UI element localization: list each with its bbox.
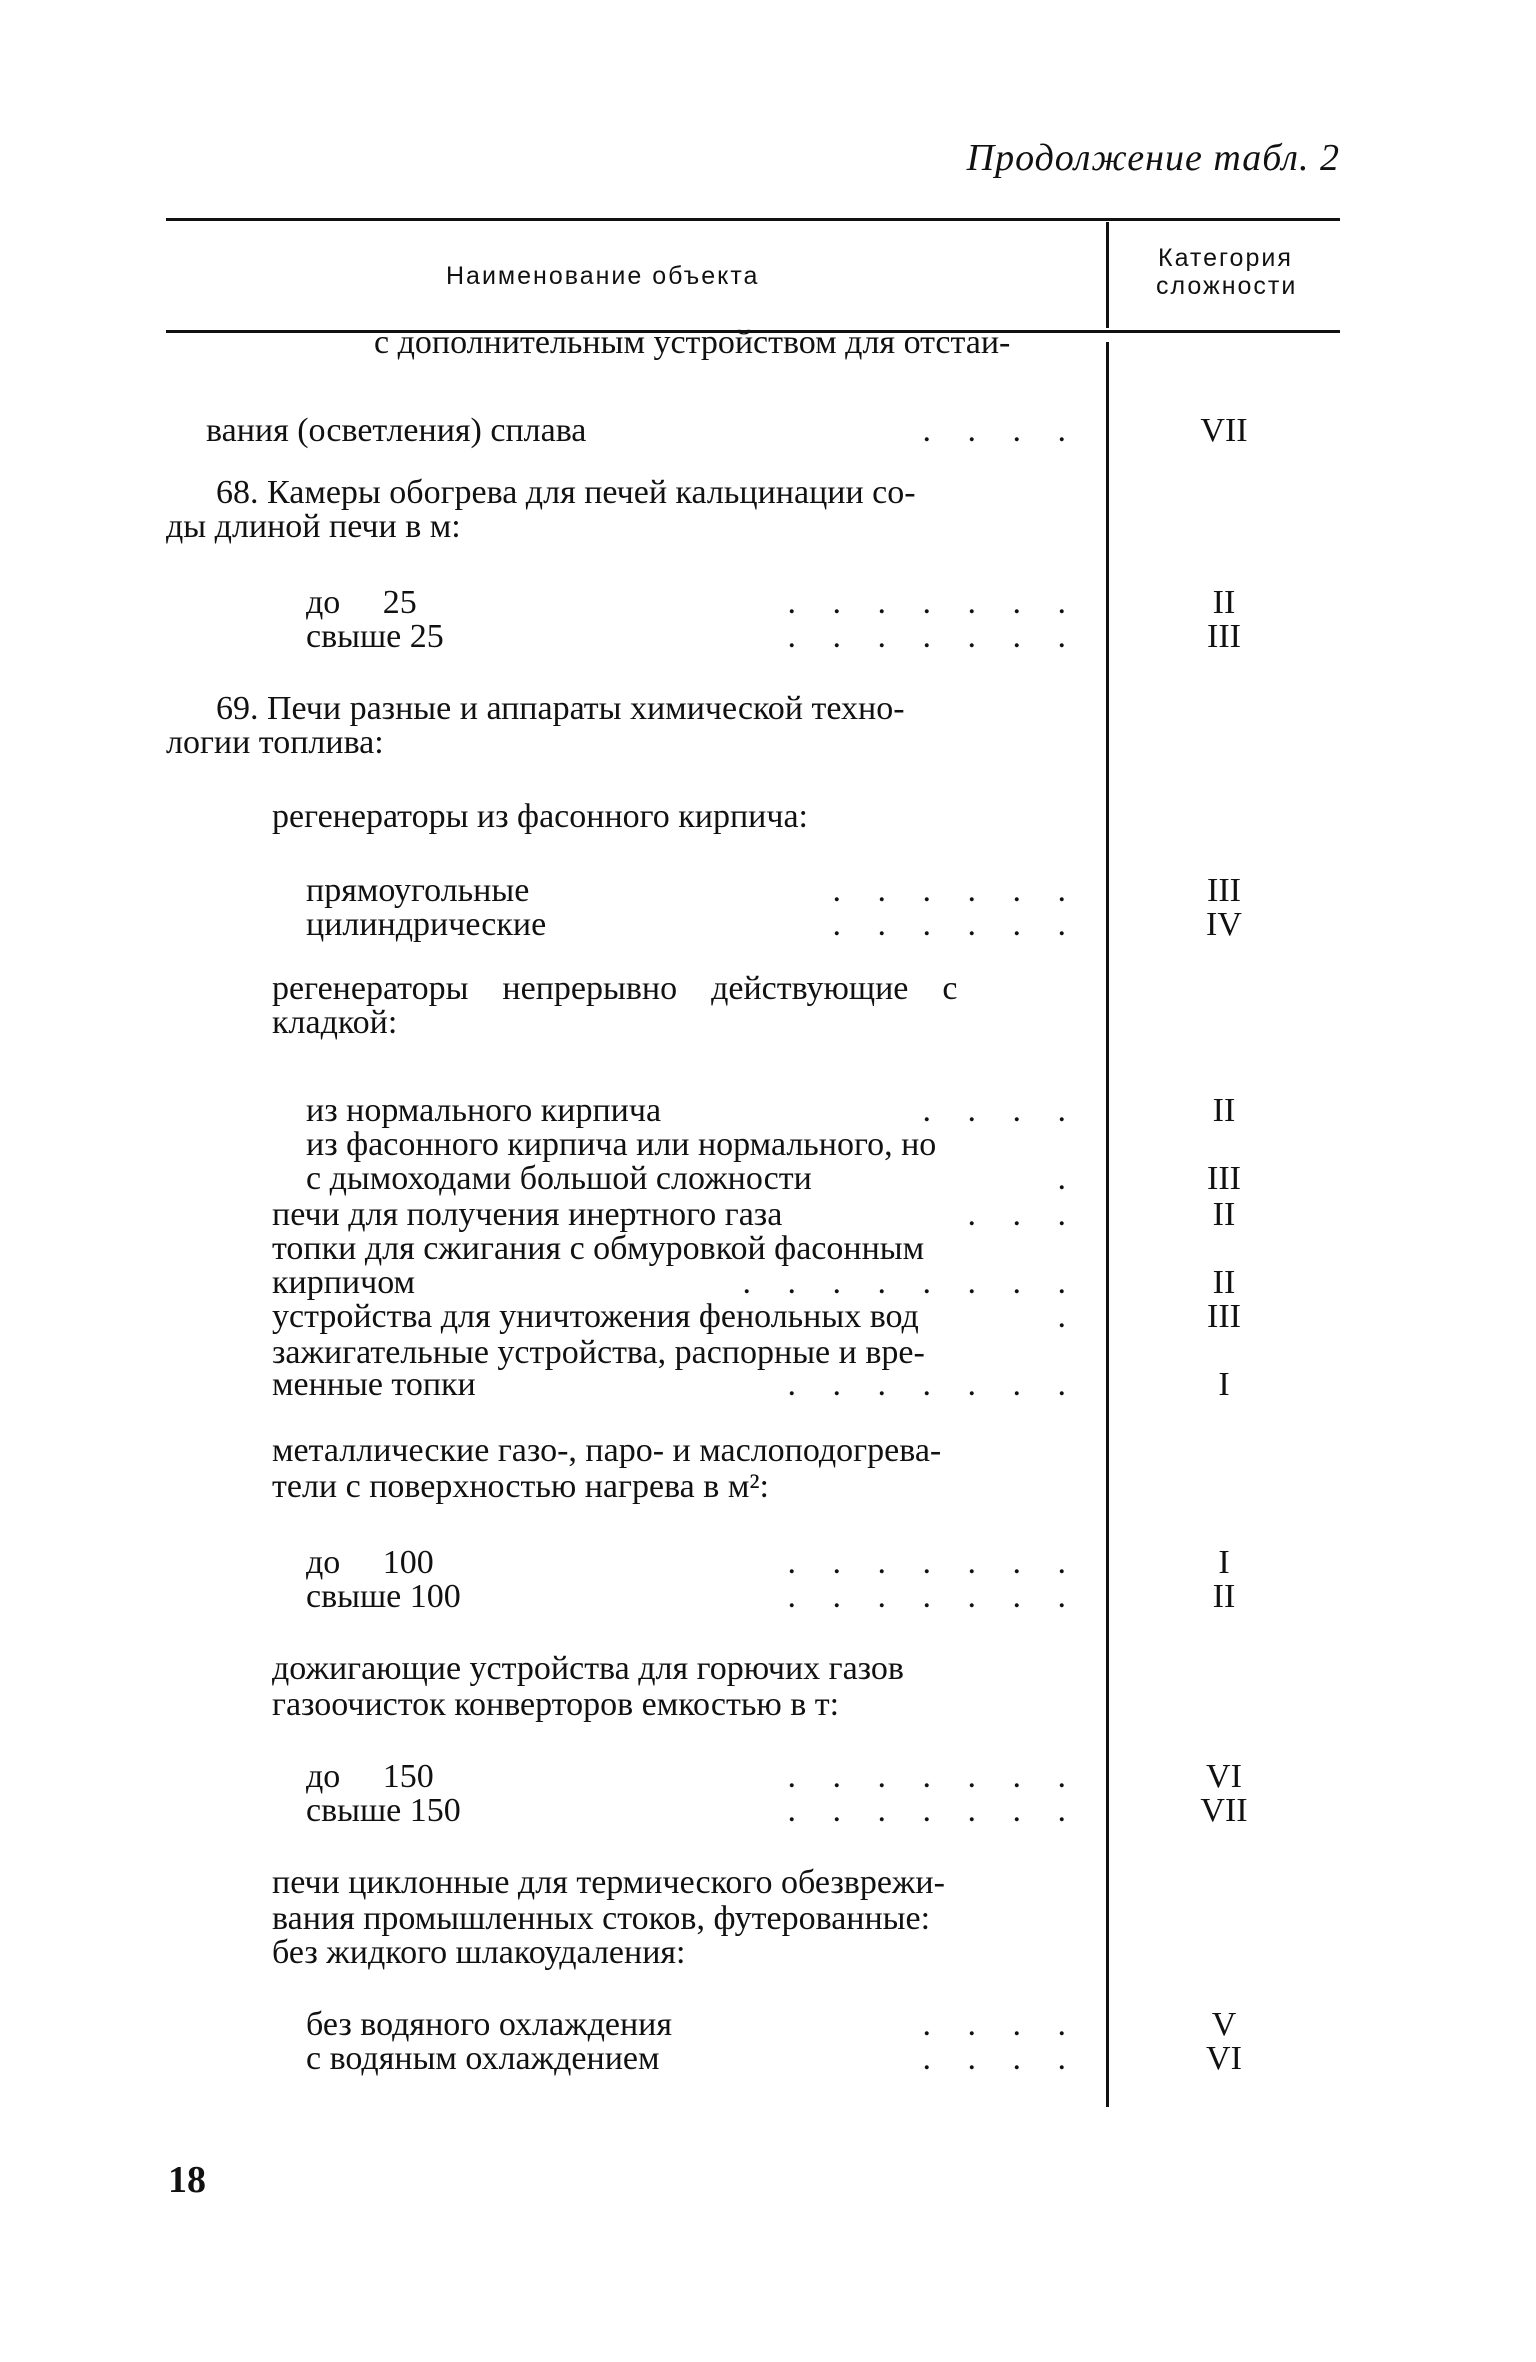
dot-leader: .	[1057, 1298, 1080, 1335]
row-text: из нормального кирпича	[306, 1092, 662, 1129]
row-text: металлические газо-, паро- и маслоподогрева-	[272, 1432, 942, 1469]
table-row	[306, 1544, 434, 1582]
header-category-line2: сложности	[1156, 272, 1298, 300]
table-row	[216, 690, 905, 728]
table-row	[272, 1432, 941, 1470]
row-text: с водяным охлаждением	[306, 2040, 660, 2077]
row-text: вания (осветления) сплава	[206, 412, 587, 449]
row-text: прямоугольные	[306, 872, 530, 909]
row-text: цилиндрические	[306, 906, 547, 943]
dot-leader: .	[1057, 1160, 1080, 1197]
page-number: 18	[168, 2159, 206, 2201]
row-text: из фасонного кирпича или нормального, но	[306, 1126, 937, 1163]
row-text: дожигающие устройства для горючих газов	[272, 1650, 904, 1687]
table-row	[306, 2006, 672, 2044]
row-text: зажигательные устройства, распорные и вре-	[272, 1334, 925, 1371]
category-value: I	[1218, 1544, 1230, 1581]
row-text: без жидкого шлакоудаления:	[272, 1934, 686, 1971]
row-text: 69. Печи разные и аппараты химической техно-	[216, 690, 905, 727]
table-row	[216, 474, 916, 512]
table-row	[306, 2040, 660, 2078]
row-text: печи для получения инертного газа	[272, 1196, 783, 1233]
category-value: VII	[1200, 1792, 1248, 1829]
dot-leader: . . . . . . .	[787, 1792, 1080, 1829]
dot-leader: . . . . . . .	[787, 1578, 1080, 1615]
dot-leader: . . . . . .	[832, 906, 1080, 943]
table-row	[272, 1196, 782, 1234]
row-text: ды длиной печи в м:	[166, 508, 461, 545]
table-row	[306, 1758, 434, 1796]
category-value: VI	[1206, 1758, 1242, 1795]
row-text: кирпичом	[272, 1264, 416, 1301]
category-value: II	[1212, 1092, 1236, 1129]
table-top-rule	[166, 218, 1340, 221]
category-value: II	[1212, 1196, 1236, 1233]
category-value: III	[1207, 1160, 1241, 1197]
row-text: печи циклонные для термического обезврежи-	[272, 1864, 945, 1901]
table-row	[272, 1230, 924, 1268]
dot-leader: . . . . . . .	[787, 1544, 1080, 1581]
table-row	[272, 1468, 769, 1506]
dot-leader: . . . . . . .	[787, 584, 1080, 621]
dot-leader: . . .	[967, 1196, 1080, 1233]
table-row	[272, 1366, 476, 1404]
category-value: III	[1207, 1298, 1241, 1335]
row-text: кладкой:	[272, 1004, 398, 1041]
row-text: до 150	[306, 1758, 434, 1795]
row-text: до 100	[306, 1544, 434, 1581]
row-text: регенераторы непрерывно действующие с	[272, 970, 958, 1007]
table-row	[306, 618, 444, 656]
dot-leader: . . . .	[922, 2006, 1080, 2043]
row-text: вания промышленных стоков, футерованные:	[272, 1900, 931, 1937]
dot-leader: . . . . . . .	[787, 1366, 1080, 1403]
dot-leader: . . . .	[922, 1092, 1080, 1129]
category-value: VII	[1200, 412, 1248, 449]
table-row	[272, 1264, 415, 1302]
table-row	[306, 1792, 461, 1830]
category-value: V	[1211, 2006, 1237, 2043]
table-row	[272, 1298, 919, 1336]
row-text: газоочисток конверторов емкостью в т:	[272, 1686, 840, 1723]
table-row	[166, 508, 461, 546]
dot-leader: . . . . . . .	[787, 1758, 1080, 1795]
category-value: III	[1207, 618, 1241, 655]
row-text: с дымоходами большой сложности	[306, 1160, 812, 1197]
table-row	[272, 798, 808, 836]
continuation-label: Продолжение табл. 2	[966, 137, 1340, 179]
row-text: устройства для уничтожения фенольных вод	[272, 1298, 919, 1335]
table-row	[272, 1900, 930, 1938]
category-value: II	[1212, 1264, 1236, 1301]
table-row	[206, 412, 586, 450]
row-text: логии топлива:	[166, 724, 384, 761]
row-text: без водяного охлаждения	[306, 2006, 672, 2043]
header-object-name: Наименование объекта	[446, 262, 760, 290]
row-text: до 25	[306, 584, 417, 621]
table-row	[272, 970, 957, 1008]
row-text: менные топки	[272, 1366, 476, 1403]
table-row	[272, 1004, 397, 1042]
category-value: I	[1218, 1366, 1230, 1403]
table-row	[272, 1686, 839, 1724]
row-text: 68. Камеры обогрева для печей кальцинации со-	[216, 474, 916, 511]
category-value: VI	[1206, 2040, 1242, 2077]
table-row	[374, 324, 1010, 362]
row-text: регенераторы из фасонного кирпича:	[272, 798, 808, 835]
header-column-divider	[1106, 222, 1109, 328]
row-text: свыше 25	[306, 618, 444, 655]
category-value: III	[1207, 872, 1241, 909]
row-text: с дополнительным устройством для отстаи-	[374, 324, 1011, 361]
table-row	[272, 1934, 685, 1972]
dot-leader: . . . . . . .	[787, 618, 1080, 655]
table-row	[306, 906, 546, 944]
category-value: IV	[1206, 906, 1242, 943]
row-text: тели с поверхностью нагрева в м²:	[272, 1468, 769, 1505]
category-value: II	[1212, 1578, 1236, 1615]
dot-leader: . . . . . . . .	[742, 1264, 1080, 1301]
table-row	[306, 1126, 936, 1164]
row-text: свыше 150	[306, 1792, 461, 1829]
category-value: II	[1212, 584, 1236, 621]
row-text: топки для сжигания с обмуровкой фасонным	[272, 1230, 925, 1267]
table-row	[306, 1092, 661, 1130]
table-row	[166, 724, 384, 762]
row-text: свыше 100	[306, 1578, 461, 1615]
dot-leader: . . . .	[922, 2040, 1080, 2077]
table-row	[272, 1864, 945, 1902]
dot-leader: . . . .	[922, 412, 1080, 449]
table-row	[306, 1160, 812, 1198]
table-row	[306, 1578, 461, 1616]
header-category-line1: Категория	[1158, 244, 1293, 272]
table-row	[306, 584, 417, 622]
table-row	[306, 872, 529, 910]
table-row	[272, 1650, 904, 1688]
dot-leader: . . . . . .	[832, 872, 1080, 909]
